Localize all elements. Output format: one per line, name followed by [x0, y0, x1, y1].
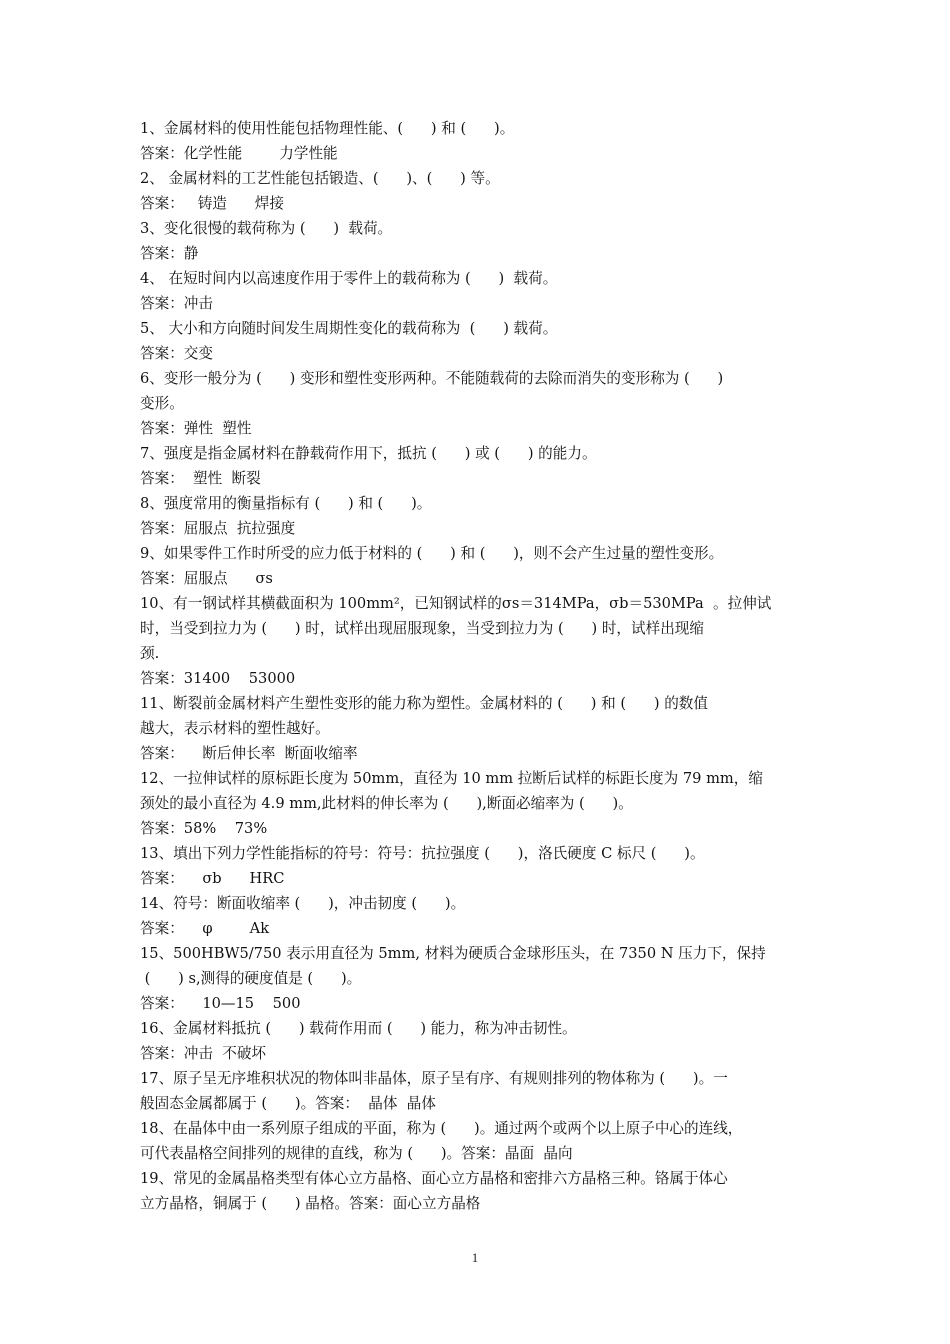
- text-line: 5、 大小和方向随时间发生周期性变化的载荷称为 ( ) 载荷。: [140, 320, 558, 337]
- answer-line: 答案： σb HRC: [140, 870, 285, 887]
- answer-line: 答案： 塑性 断裂: [140, 470, 261, 487]
- answer-line: 答案：静: [140, 245, 199, 262]
- text-line: 4、 在短时间内以高速度作用于零件上的载荷称为 ( ) 载荷。: [140, 270, 558, 287]
- text-line: 颈处的最小直径为 4.9 mm,此材料的伸长率为 ( ),断面必缩率为 ( )。: [140, 795, 633, 812]
- text-line: 立方晶格，铜属于 ( ) 晶格。答案：面心立方晶格: [140, 1195, 481, 1212]
- answer-line: 答案： 10—15 500: [140, 995, 301, 1012]
- answer-line: 答案：冲击 不破坏: [140, 1045, 267, 1062]
- text-line: 15、500HBW5/750 表示用直径为 5mm, 材料为硬质合金球形压头，在 7350 N 压力下，保持: [140, 945, 766, 962]
- text-line: 6、变形一般分为 ( ) 变形和塑性变形两种。不能随载荷的去除而消失的变形称为 ( ): [140, 370, 724, 387]
- answer-line: 答案： φ Ak: [140, 920, 270, 937]
- text-line: 17、原子呈无序堆积状况的物体叫非晶体，原子呈有序、有规则排列的物体称为 ( )。一: [140, 1070, 728, 1087]
- answer-line: 答案：屈服点 σs: [140, 570, 273, 587]
- text-line: 时，当受到拉力为 ( ) 时，试样出现屈服现象，当受到拉力为 ( ) 时，试样出现缩: [140, 620, 705, 637]
- text-line: ( ) s,测得的硬度值是 ( )。: [140, 970, 362, 987]
- text-line: 7、强度是指金属材料在静载荷作用下，抵抗 ( ) 或 ( ) 的能力。: [140, 445, 597, 462]
- text-line: 颈.: [140, 645, 160, 662]
- text-line: 18、在晶体中由一系列原子组成的平面，称为 ( )。通过两个或两个以上原子中心的连线，: [140, 1120, 743, 1137]
- text-line: 9、如果零件工作时所受的应力低于材料的 ( ) 和 ( )，则不会产生过量的塑性变形。: [140, 545, 724, 562]
- text-line: 2、 金属材料的工艺性能包括锻造、( )、( ) 等。: [140, 170, 500, 187]
- text-line: 13、填出下列力学性能指标的符号：符号：抗拉强度 ( )，洛氏硬度 C 标尺 ( )。: [140, 845, 705, 862]
- text-line: 16、金属材料抵抗 ( ) 载荷作用而 ( ) 能力，称为冲击韧性。: [140, 1020, 577, 1037]
- answer-line: 答案：弹性 塑性: [140, 420, 252, 437]
- page-number: 1: [471, 1250, 479, 1265]
- text-line: 8、强度常用的衡量指标有 ( ) 和 ( )。: [140, 495, 432, 512]
- answer-line: 答案：31400 53000: [140, 670, 296, 687]
- text-line: 12、一拉伸试样的原标距长度为 50mm，直径为 10 mm 拉断后试样的标距长度为 79 mm，缩: [140, 770, 763, 787]
- text-line: 14、符号：断面收缩率 ( )，冲击韧度 ( )。: [140, 895, 466, 912]
- answer-line: 答案：58% 73%: [140, 820, 268, 837]
- answer-line: 答案：屈服点 抗拉强度: [140, 520, 296, 537]
- document-body: [140, 116, 812, 1216]
- text-line: 19、常见的金属晶格类型有体心立方晶格、面心立方晶格和密排六方晶格三种。铬属于体心: [140, 1170, 728, 1187]
- text-line: 1、金属材料的使用性能包括物理性能、( ) 和 ( )。: [140, 120, 515, 137]
- answer-line: 答案： 铸造 焊接: [140, 195, 284, 212]
- text-line: 变形。: [140, 395, 184, 412]
- text-line: 越大，表示材料的塑性越好。: [140, 720, 330, 737]
- text-line: 般固态金属都属于 ( )。答案： 晶体 晶体: [140, 1095, 436, 1112]
- text-line: 11、断裂前金属材料产生塑性变形的能力称为塑性。金属材料的 ( ) 和 ( ) 的数值: [140, 695, 708, 712]
- text-line: 3、变化很慢的载荷称为 ( ) 载荷。: [140, 220, 393, 237]
- answer-line: 答案：化学性能 力学性能: [140, 145, 338, 162]
- answer-line: 答案：交变: [140, 345, 213, 362]
- answer-line: 答案： 断后伸长率 断面收缩率: [140, 745, 358, 762]
- text-line: 可代表晶格空间排列的规律的直线，称为 ( )。答案：晶面 晶向: [140, 1145, 573, 1162]
- answer-line: 答案：冲击: [140, 295, 213, 312]
- text-line: 10、有一钢试样其横截面积为 100mm²，已知钢试样的σs＝314MPa，σb＝530MPa 。拉伸试: [140, 595, 772, 612]
